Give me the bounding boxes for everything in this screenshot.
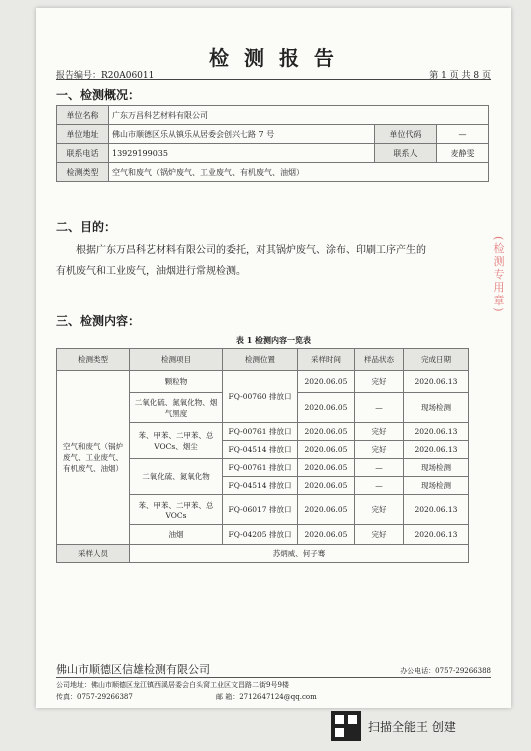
qr-code-icon bbox=[331, 711, 361, 741]
col-header: 检测类型 bbox=[57, 349, 130, 371]
type-value: 空气和废气（锅炉废气、工业废气、有机废气、油烟） bbox=[109, 163, 489, 182]
table-row bbox=[57, 125, 489, 144]
footer-email: 邮 箱：2712647124@qq.com bbox=[216, 693, 317, 701]
item-cell: 二氧化硫、氮氧化物、烟气黑度 bbox=[130, 393, 223, 423]
item-cell: 苯、甲苯、二甲苯、总 VOCs、烟尘 bbox=[130, 423, 223, 459]
footer-org: 佛山市顺德区信雄检测有限公司 bbox=[56, 663, 210, 676]
report-page bbox=[36, 8, 511, 708]
phone-value: 13929199035 bbox=[109, 144, 375, 163]
code-label: 单位代码 bbox=[375, 125, 437, 144]
table-row bbox=[57, 371, 469, 393]
phone-label: 联系电话 bbox=[57, 144, 109, 163]
state-cell: 完好 bbox=[355, 525, 404, 545]
loc-cell: FQ-00761 排放口 bbox=[223, 423, 298, 441]
time-cell: 2020.06.05 bbox=[298, 371, 355, 393]
done-cell: 2020.06.13 bbox=[404, 441, 469, 459]
table-caption: 表 1 检测内容一览表 bbox=[235, 335, 312, 345]
col-header: 检测项目 bbox=[130, 349, 223, 371]
table-row bbox=[57, 144, 489, 163]
loc-cell: FQ-06017 排放口 bbox=[223, 495, 298, 525]
type-label: 检测类型 bbox=[57, 163, 109, 182]
state-cell: — bbox=[355, 393, 404, 423]
done-cell: 现场检测 bbox=[404, 393, 469, 423]
unit-value: 广东万昌科艺材料有限公司 bbox=[109, 106, 489, 125]
page-info: 第 1 页 共 8 页 bbox=[429, 71, 491, 81]
footer-address: 公司地址：佛山市顺德区龙江镇西溪居委会白头窝工业区文昌路二街9号9楼 bbox=[56, 681, 289, 689]
state-cell: 完好 bbox=[355, 423, 404, 441]
col-header: 检测位置 bbox=[223, 349, 298, 371]
table-header-row bbox=[57, 349, 469, 371]
time-cell: 2020.06.05 bbox=[298, 459, 355, 477]
footer-phone: 办公电话：0757-29266388 bbox=[400, 667, 491, 675]
done-cell: 2020.06.13 bbox=[404, 423, 469, 441]
time-cell: 2020.06.05 bbox=[298, 477, 355, 495]
section-overview-heading: 一、检测概况： bbox=[56, 88, 141, 102]
footer-fax: 传真：0757-29266387 bbox=[56, 693, 133, 701]
sampler-label: 采样人员 bbox=[57, 545, 130, 563]
scanner-brand: 扫描全能王 创建 bbox=[368, 720, 456, 734]
done-cell: 2020.06.13 bbox=[404, 495, 469, 525]
col-header: 采样时间 bbox=[298, 349, 355, 371]
state-cell: 完好 bbox=[355, 371, 404, 393]
done-cell: 现场检测 bbox=[404, 477, 469, 495]
purpose-line-2: 有机废气和工业废气，油烟进行常规检测。 bbox=[56, 266, 246, 277]
done-cell: 2020.06.13 bbox=[404, 525, 469, 545]
time-cell: 2020.06.05 bbox=[298, 525, 355, 545]
state-cell: 完好 bbox=[355, 495, 404, 525]
item-cell: 二氧化硫、氮氧化物 bbox=[130, 459, 223, 495]
loc-cell: FQ-04205 排放口 bbox=[223, 525, 298, 545]
loc-cell: FQ-00761 排放口 bbox=[223, 459, 298, 477]
address-label: 单位地址 bbox=[57, 125, 109, 144]
time-cell: 2020.06.05 bbox=[298, 393, 355, 423]
contact-value: 麦静雯 bbox=[437, 144, 489, 163]
col-header: 样品状态 bbox=[355, 349, 404, 371]
report-title: 检 测 报 告 bbox=[209, 46, 338, 70]
overview-table bbox=[56, 105, 489, 182]
code-value: — bbox=[437, 125, 489, 144]
loc-cell: FQ-04514 排放口 bbox=[223, 477, 298, 495]
time-cell: 2020.06.05 bbox=[298, 441, 355, 459]
content-table bbox=[56, 348, 469, 563]
time-cell: 2020.06.05 bbox=[298, 495, 355, 525]
table-row bbox=[57, 163, 489, 182]
footer-rule bbox=[56, 677, 491, 678]
col-header: 完成日期 bbox=[404, 349, 469, 371]
done-cell: 2020.06.13 bbox=[404, 371, 469, 393]
state-cell: 完好 bbox=[355, 441, 404, 459]
done-cell: 现场检测 bbox=[404, 459, 469, 477]
address-value: 佛山市顺德区乐从镇乐从居委会创兴七路 7 号 bbox=[109, 125, 375, 144]
type-cell: 空气和废气（锅炉废气、工业废气、有机废气、油烟） bbox=[57, 371, 130, 545]
item-cell: 油烟 bbox=[130, 525, 223, 545]
unit-label: 单位名称 bbox=[57, 106, 109, 125]
section-purpose-heading: 二、目的： bbox=[56, 220, 117, 234]
item-cell: 苯、甲苯、二甲苯、总 VOCs bbox=[130, 495, 223, 525]
header-rule bbox=[56, 79, 491, 80]
sampler-value: 苏炳威、何子骞 bbox=[130, 545, 469, 563]
purpose-line-1: 根据广东万昌科艺材料有限公司的委托，对其锅炉废气、涂布、印刷工序产生的 bbox=[76, 245, 426, 256]
contact-label: 联系人 bbox=[375, 144, 437, 163]
loc-cell: FQ-00760 排放口 bbox=[223, 371, 298, 423]
report-number: 报告编号：R20A06011 bbox=[56, 71, 155, 81]
loc-cell: FQ-04514 排放口 bbox=[223, 441, 298, 459]
time-cell: 2020.06.05 bbox=[298, 423, 355, 441]
table-row bbox=[57, 106, 489, 125]
section-content-heading: 三、检测内容： bbox=[56, 314, 141, 328]
stamp-mark: (检测专用章) bbox=[492, 236, 505, 314]
state-cell: — bbox=[355, 459, 404, 477]
state-cell: — bbox=[355, 477, 404, 495]
table-row bbox=[57, 545, 469, 563]
item-cell: 颗粒物 bbox=[130, 371, 223, 393]
